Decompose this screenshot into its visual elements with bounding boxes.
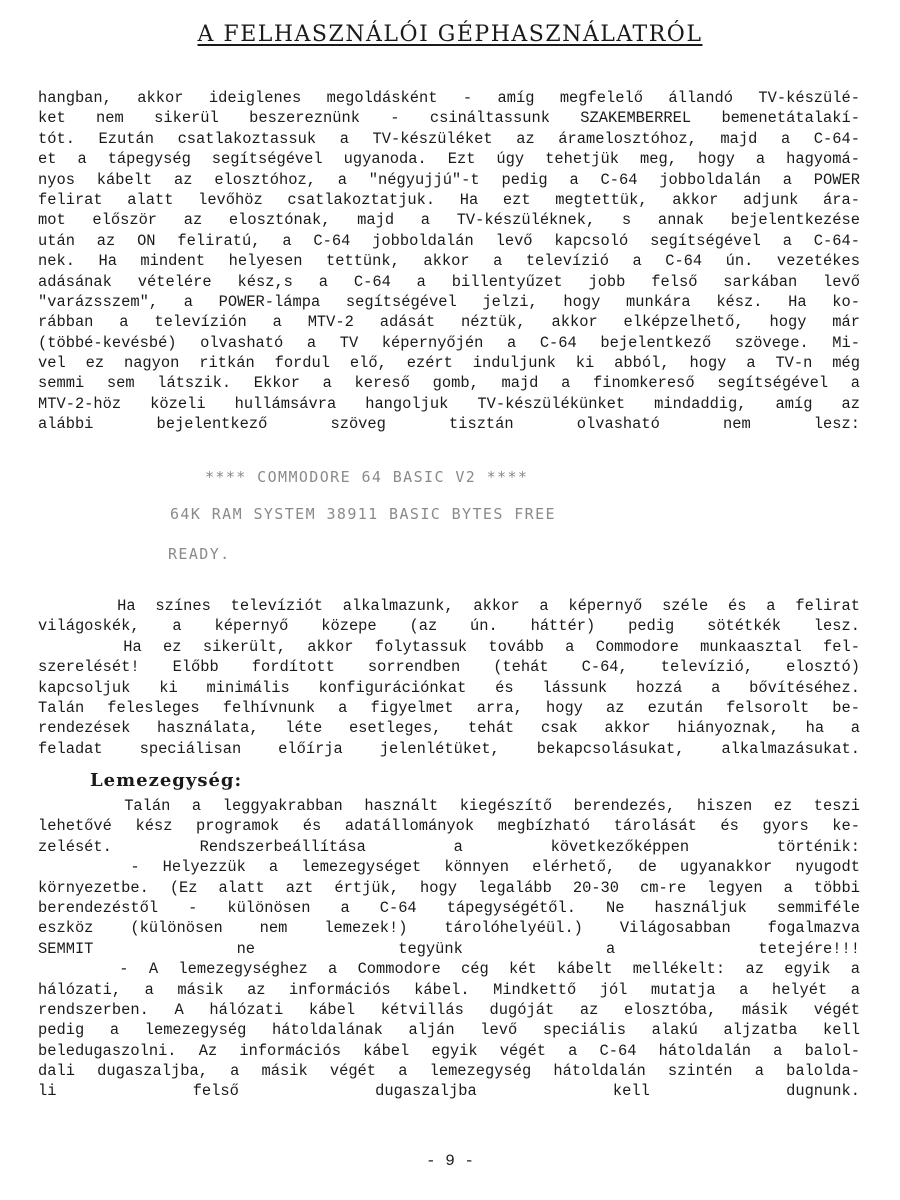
text-line: zelését. Rendszerbeállítása a következőképpen történik: — [38, 837, 860, 856]
text-line: MTV-2-höz közeli hullámsávra hangoljuk TV-készülékünket mindaddig, amíg az — [38, 394, 860, 413]
text-line: után az ON feliratú, a C-64 jobboldalán levő kapcsoló segítségével a C-64- — [38, 231, 860, 250]
text-line: rábban a televízión a MTV-2 adását néztük, akkor elképzelhető, hogy már — [38, 313, 860, 332]
text-line: rendszerben. A hálózati kábel kétvillás dugóját az elosztóba, másik végét — [38, 1000, 860, 1019]
text-line: rendezések használata, léte esetleges, tehát csak akkor hiányoznak, ha a — [38, 719, 860, 738]
text-line: mot először az elosztónak, majd a TV-készüléknek, s annak bejelentkezése — [38, 211, 860, 230]
page-number: - 9 - — [425, 1152, 474, 1170]
text-line: környezetbe. (Ez alatt azt értjük, hogy legalább 20-30 cm-re legyen a többi — [38, 878, 860, 897]
paragraph-3 — [38, 796, 860, 1102]
text-line: eszköz (különösen nem lemezek!) tárolóhelyéül.) Világosabban fogalmazva — [38, 919, 860, 938]
text-line: - Helyezzük a lemezegységet könnyen elérhető, de ugyanakkor nyugodt — [38, 858, 860, 877]
screen-output-line-3: READY. — [168, 545, 231, 563]
text-line: adásának vételére kész,s a C-64 a billentyűzet jobb felső sarkában levő — [38, 272, 860, 291]
text-line: pedig a lemezegység hátoldalának alján levő speciális alakú aljzatba kell — [38, 1021, 860, 1040]
text-line: hangban, akkor ideiglenes megoldásként - amíg megfelelő állandó TV-készülé- — [38, 89, 860, 107]
text-line: szerelését! Előbb fordított sorrendben (tehát C-64, televízió, elosztó) — [38, 658, 860, 677]
text-line: Talán a leggyakrabban használt kiegészítő berendezés, hiszen ez teszi — [38, 797, 860, 815]
text-line: hálózati, a másik az információs kábel. Mindkettő jól mutatja a helyét a — [38, 980, 860, 999]
text-line: li felső dugaszaljba kell dugnunk. — [38, 1082, 860, 1101]
text-line: nek. Ha mindent helyesen tettünk, akkor a televízió a C-64 ún. vezetékes — [38, 252, 860, 271]
text-line: nyos kábelt az elosztóhoz, a "négyujjú"-t pedig a C-64 jobboldalán a POWER — [38, 170, 860, 189]
text-line: világoskék, a képernyő közepe (az ún. háttér) pedig sötétkék lesz. — [38, 617, 860, 636]
text-line: ket nem sikerül beszereznünk - csináltassunk SZAKEMBERREL bemenetátalakí- — [38, 109, 860, 128]
text-line: vel ez nagyon ritkán fordul elő, ezért induljunk ki abból, hogy a TV-n még — [38, 354, 860, 373]
text-line: tót. Ezután csatlakoztassuk a TV-készüléket az áramelosztóhoz, majd a C-64- — [38, 129, 860, 148]
text-line: "varázsszem", a POWER-lámpa segítségével jelzi, hogy munkára kész. Ha ko- — [38, 292, 860, 311]
text-line: Ha ez sikerült, akkor folytassuk tovább a Commodore munkaasztal fel- — [38, 637, 860, 656]
text-line: Ha színes televíziót alkalmazunk, akkor a képernyő széle és a felirat — [38, 597, 860, 615]
text-line: beledugaszolni. Az információs kábel egyik végét a C-64 hátoldalán a balol- — [38, 1041, 860, 1060]
screen-output-line-1: **** COMMODORE 64 BASIC V2 **** — [205, 468, 529, 486]
text-line: - A lemezegységhez a Commodore cég két kábelt mellékelt: az egyik a — [38, 960, 860, 979]
section-title-lemezegyseg: Lemezegység: — [90, 770, 243, 791]
text-line: alábbi bejelentkező szöveg tisztán olvasható nem lesz: — [38, 415, 860, 434]
text-line: kapcsoljuk ki minimális konfigurációnkat és lássunk hozzá a bővítéséhez. — [38, 678, 860, 697]
paragraph-2 — [38, 596, 860, 759]
text-line: semmi sem látszik. Ekkor a kereső gomb, majd a finomkereső segítségével a — [38, 374, 860, 393]
text-line: Talán felesleges felhívnunk a figyelmet arra, hogy az ezután felsorolt be- — [38, 698, 860, 717]
text-line: feladat speciálisan előírja jelenlétüket, bekapcsolásukat, alkalmazásukat. — [38, 739, 860, 758]
page-header-title: A FELHASZNÁLÓI GÉPHASZNÁLATRÓL — [197, 22, 703, 47]
text-line: berendezéstől - különösen a C-64 tápegységétől. Ne használjuk semmiféle — [38, 898, 860, 917]
paragraph-1 — [38, 88, 860, 435]
text-line: (többé-kevésbé) olvasható a TV képernyőjén a C-64 bejelentkező szövege. Mi- — [38, 333, 860, 352]
text-line: et a tápegység segítségével ugyanoda. Ezt úgy tehetjük meg, hogy a hagyomá- — [38, 150, 860, 169]
text-line: lehetővé kész programok és adatállományok megbízható tárolását és gyors ke- — [38, 817, 860, 836]
screen-output-line-2: 64K RAM SYSTEM 38911 BASIC BYTES FREE — [170, 505, 556, 523]
text-line: felirat alatt levőhöz csatlakoztatjuk. Ha ezt megtettük, akkor adjunk ára- — [38, 190, 860, 209]
text-line: SEMMIT ne tegyünk a tetejére!!! — [38, 939, 860, 958]
text-line: dali dugaszaljba, a másik végét a lemezegység hátoldalán szintén a balolda- — [38, 1062, 860, 1081]
